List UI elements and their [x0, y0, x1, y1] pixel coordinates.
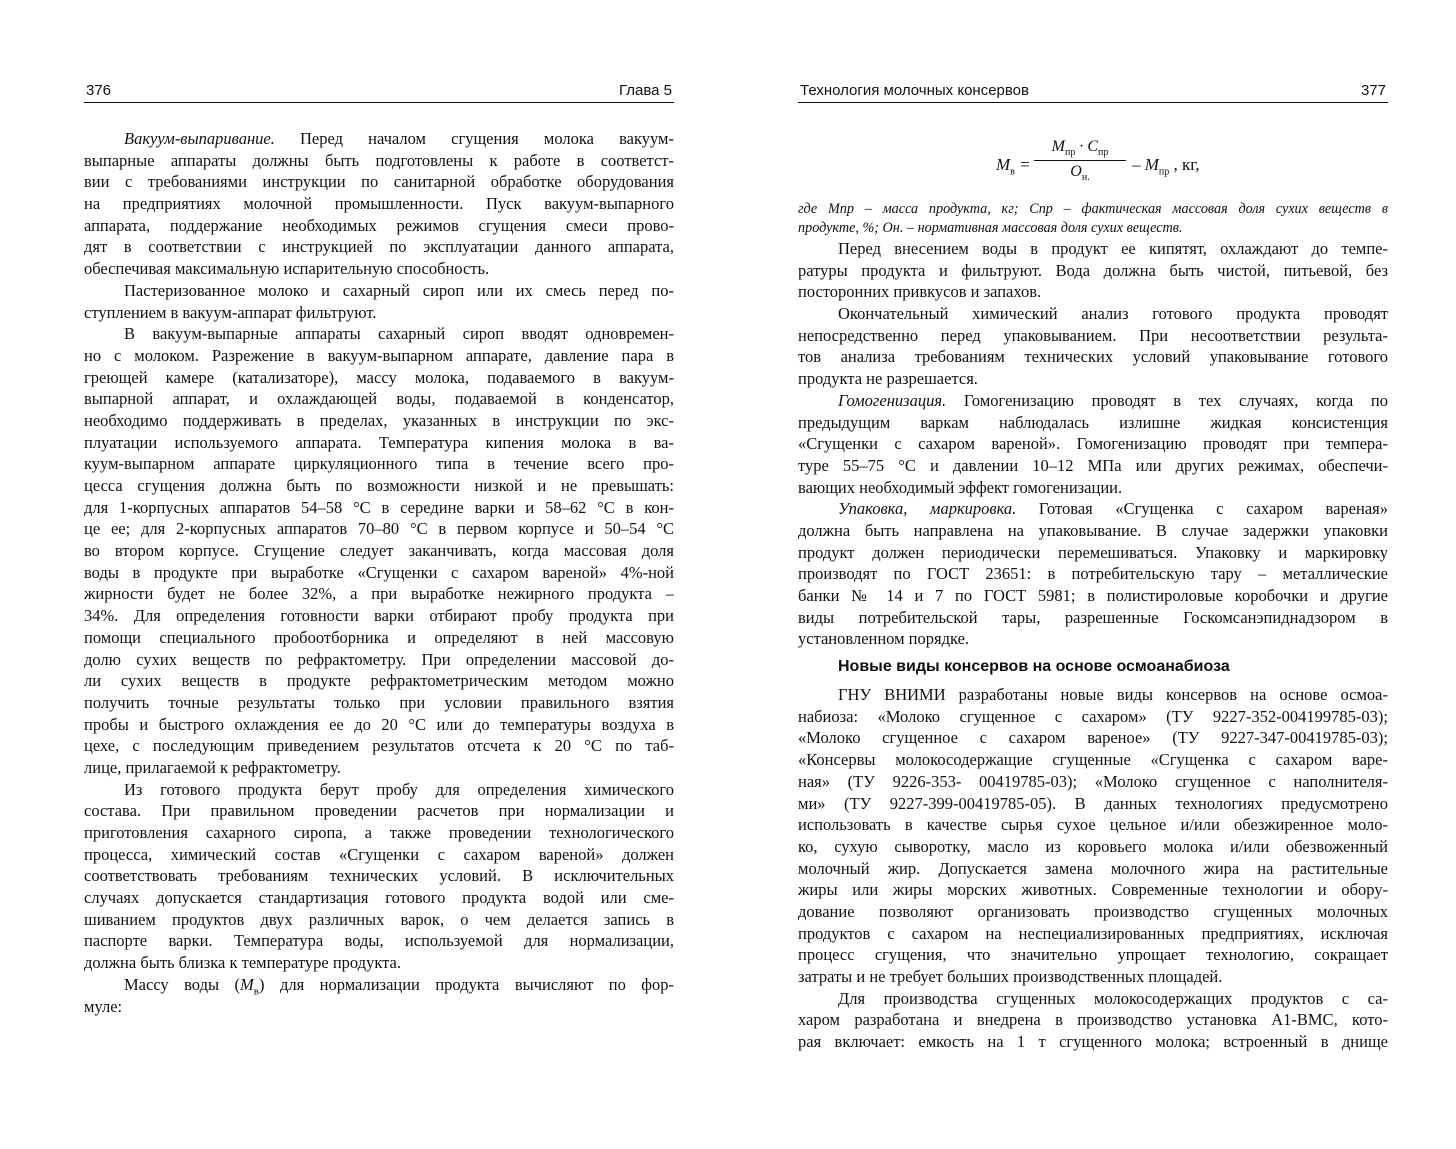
text-line: Перед внесением воды в продукт ее кипятят, охлаждают до темпе-: [838, 239, 1388, 258]
text-line: муле:: [84, 996, 123, 1016]
text-line: получить точные результаты только при условии правильного взятия: [84, 692, 674, 712]
text-line: В вакуум-выпарные аппараты сахарный сироп вводят одновремен-: [124, 324, 674, 344]
text-line: вающих необходимый эффект гомогенизации.: [798, 477, 1123, 497]
text-line: обеспечивая максимальную испарительную способность.: [84, 259, 490, 279]
text-line: непосредственно перед упаковыванием. При несоответствии результа-: [798, 325, 1388, 345]
right-text-before-section: [798, 238, 1388, 650]
right-text-after-section: [798, 684, 1388, 1053]
text-line: ми» (ТУ 9227-399-00419785-05). В данных технологиях предусмотрено: [798, 793, 1388, 813]
text-line: Из готового продукта берут пробу для определения химического: [124, 779, 674, 799]
text-line: предыдущим варкам наблюдалась излишне жидкая консистенция: [798, 412, 1388, 432]
text-line: должна быть близка к температуре продукта.: [84, 953, 401, 973]
caption-line: где Мпр – масса продукта, кг; Спр – фактическая массовая доля сухих веществ в: [798, 201, 1388, 217]
text-line: аппарата, поддержание необходимых режимов сгущения смеси прово-: [84, 215, 674, 235]
text-line: рая включает: емкость на 1 т сгущенного молока; встроенный в днище: [798, 1032, 1388, 1052]
text-line: шиванием продуктов двух различных варок, о чем делается запись в: [84, 909, 674, 929]
text-line: но с молоком. Разрежение в вакуум-выпарном аппарате, давление пара в: [84, 345, 674, 365]
page-number-left: 376: [86, 82, 112, 99]
formula-rhs: – $М_{пр}$ , кг,: [1132, 155, 1200, 178]
formula-caption: [798, 200, 1388, 238]
text-line: необходимо поддерживать в пределах, указанных в инструкции по экс-: [84, 410, 674, 430]
text-line: «Консервы молокосодержащие сгущенные «Сгущенка с сахаром варе-: [798, 750, 1388, 770]
text-line: банки № 14 и 7 по ГОСТ 5981; в полистироловые коробочки и другие: [798, 586, 1388, 605]
text-line: набиоза: «Молоко сгущенное с сахаром» (ТУ 9227-352-004199785-03);: [798, 706, 1388, 726]
left-page-header: [84, 80, 674, 103]
text-line: Гомогенизация. Гомогенизацию проводят в тех случаях, когда по: [838, 390, 1388, 410]
text-line: ли сухих веществ в продукте рефрактометрическим методом можно: [84, 671, 674, 691]
right-page-body: [798, 136, 1388, 1053]
text-line: для 1-корпусных аппаратов 54–58 °С в середине варки и 58–62 °С в кон-: [84, 497, 674, 517]
text-line: плуатации используемого аппарата. Температура кипения молока в ва-: [84, 432, 674, 452]
text-line: Вакуум-выпаривание. Перед началом сгущения молока вакуум-: [124, 129, 674, 148]
text-line: случаях допускается стандартизация готового продукта водой или сме-: [84, 888, 674, 908]
text-line: жирности будет не более 32%, а при выработке нежирного продукта –: [84, 584, 674, 604]
text-line: на предприятиях молочной промышленности. Пуск вакуум-выпарного: [84, 194, 674, 214]
text-line: соответствовать требованиям технических условий. В исключительных: [84, 866, 674, 886]
text-line: цесса сгущения должна быть по возможности низкой и не превышать:: [84, 476, 674, 495]
text-line: состава. При правильном проведении расчетов при нормализации и: [84, 801, 674, 821]
text-line: греющей камере (катализаторе), массу молока, подаваемого в вакуум-: [84, 367, 674, 387]
page-number-right: 377: [1360, 82, 1386, 99]
text-line: процесс сгущения, что значительно упрощает технологию, сокращает: [798, 945, 1388, 965]
text-line: Для производства сгущенных молокосодержащих продуктов с са-: [838, 988, 1388, 1008]
running-head-left: Глава 5: [618, 82, 672, 99]
text-line: 34%. Для определения готовности варки отбирают пробу продукта при: [84, 606, 674, 626]
text-line: ступлением в вакуум-аппарат фильтруют.: [84, 302, 377, 322]
text-line: ко, сухую сыворотку, масло из коровьего молока и/или обезвоженный: [798, 836, 1388, 856]
text-line: виды потребительской тары, разрешенные Госкомсанэпиднадзором в: [798, 607, 1388, 627]
right-page-header: [798, 80, 1388, 103]
text-line: установленном порядке.: [798, 629, 970, 649]
text-line: помощи специального пробоотборника и определяют в ней массовую: [84, 627, 674, 647]
text-line: жиры или жиры морских животных. Современные технологии и обору-: [798, 880, 1388, 900]
text-line: долю сухих веществ по рефрактометру. При определении массовой до-: [84, 649, 674, 669]
text-line: Пастеризованное молоко и сахарный сироп или их смесь перед по-: [124, 280, 674, 300]
text-line: цехе, с последующим приведением результатов отсчета к 20 °С по таб-: [84, 736, 674, 756]
text-line: туре 55–75 °С и давлении 10–12 МПа или других режимах, обеспечи-: [798, 455, 1388, 475]
text-line: процесса, химический состав «Сгущенки с сахаром вареной» должен: [84, 844, 674, 864]
text-line: Упаковка, маркировка. Готовая «Сгущенка с сахаром вареная»: [838, 499, 1388, 519]
text-line: воды в продукте при выработке «Сгущенки с сахаром вареной» 4%-ной: [84, 562, 674, 582]
right-page: [728, 0, 1456, 1149]
text-line: Массу воды $(М_в)$ для нормализации продукта вычисляют по фор-: [124, 974, 674, 996]
caption-line: продукте, %; Он. – нормативная массовая доля сухих веществ.: [798, 220, 1183, 236]
text-line: производят по ГОСТ 23651: в потребительскую тару – металлические: [798, 564, 1388, 584]
section-title: Новые виды консервов на основе осмоанабиоза: [838, 658, 1230, 676]
formula-lhs: $М_в$ =: [996, 155, 1031, 178]
running-head-right: Технология молочных консервов: [800, 82, 1029, 99]
text-line: продукт должен периодически перемешиваться. Упаковку и маркировку: [798, 542, 1388, 562]
text-line: посторонних привкусов и запахов.: [798, 282, 1042, 302]
text-line: дование позволяют организовать производство сгущенных молочных: [798, 901, 1388, 921]
text-line: вии с требованиями инструкции по санитарной обработке оборудования: [84, 172, 674, 192]
text-line: во втором корпусе. Сгущение следует заканчивать, когда массовая доля: [84, 541, 674, 561]
text-line: приготовления сахарного сиропа, а также проведении технологического: [84, 823, 674, 842]
text-line: лице, прилагаемой к рефрактометру.: [84, 757, 341, 777]
text-line: ная» (ТУ 9226-353- 00419785-03); «Молоко сгущенное с наполнителя-: [798, 771, 1388, 791]
left-page-body: [84, 128, 674, 1017]
text-line: выпарные аппараты должны быть подготовлены к работе в соответст-: [84, 150, 674, 170]
formula-denominator: $О_{н.}$: [1070, 163, 1090, 184]
text-line: ГНУ ВНИМИ разработаны новые виды консервов на основе осмоа-: [838, 685, 1388, 705]
text-line: ратуры продукта и фильтруют. Вода должна быть чистой, питьевой, без: [798, 260, 1388, 280]
text-line: куум-выпарном аппарате циркуляционного типа в течение всего про-: [84, 454, 674, 474]
text-line: продукта не разрешается.: [798, 369, 978, 389]
text-line: молочный жир. Допускается замена молочного жира на растительные: [798, 858, 1388, 878]
text-line: тов анализа требованиям технических условий упаковывание готового: [798, 347, 1388, 367]
formula-numerator: $М_{пр} \cdot С_{пр}$: [1051, 138, 1109, 159]
text-line: пробы и быстрого охлаждения ее до 20 °С или до температуры воздуха в: [84, 714, 674, 734]
water-mass-formula: [798, 136, 1388, 198]
text-line: «Сгущенки с сахаром вареной». Гомогенизацию проводят при темпера-: [798, 434, 1388, 454]
text-line: «Молоко сгущенное с сахаром вареное» (ТУ 9227-347-00419785-03);: [798, 728, 1388, 748]
text-line: продуктов с сахаром на неспециализированных предприятиях, исключая: [798, 923, 1388, 943]
text-line: це ее; для 2-корпусных аппаратов 70–80 °С в первом корпусе и 50–54 °С: [84, 519, 674, 539]
text-line: харом разработана и внедрена в производство установка А1-ВМС, кото-: [798, 1010, 1388, 1030]
text-line: должна быть направлена на упаковывание. В случае задержки упаковки: [798, 520, 1388, 540]
text-line: дят в соответствии с инструкцией по эксплуатации данного аппарата,: [84, 237, 674, 257]
text-line: затраты и не требует больших производственных площадей.: [798, 967, 1223, 986]
formula-fraction: [1030, 136, 1130, 189]
text-line: паспорте варки. Температура воды, используемой для нормализации,: [84, 931, 674, 951]
text-line: выпарной аппарат, и охлаждающей воды, подаваемой в конденсатор,: [84, 389, 674, 409]
text-line: использовать в качестве сырья сухое цельное и/или обезжиренное моло-: [798, 815, 1388, 835]
text-line: Окончательный химический анализ готового продукта проводят: [838, 304, 1388, 324]
